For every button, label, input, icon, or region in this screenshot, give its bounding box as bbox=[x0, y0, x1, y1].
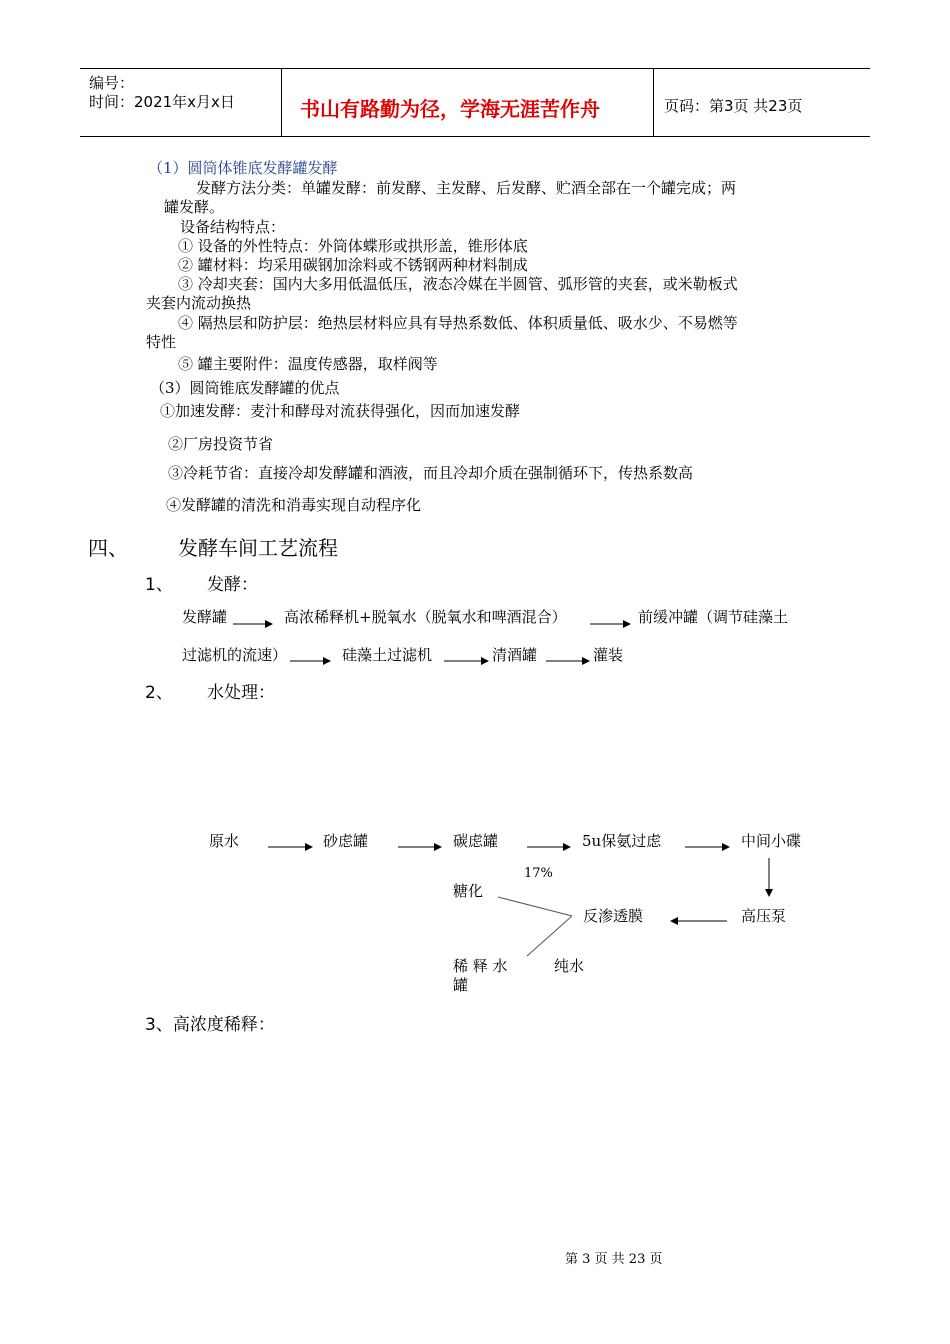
flow-kieselguhr-filter: 硅藻土过滤机 bbox=[342, 646, 433, 664]
water-raw: 原水 bbox=[209, 832, 240, 850]
section1-title: （1）圆筒体锥底发酵罐发酵 bbox=[148, 159, 338, 177]
section3-item-3: ③冷耗节省：直接冷却发酵罐和酒液，而且冷却介质在强制循环下，传热系数高 bbox=[168, 464, 694, 482]
branch-line-saccharification bbox=[498, 897, 572, 916]
part4-title: 发酵车间工艺流程 bbox=[178, 536, 338, 560]
section1-item-5: ⑤ 罐主要附件：温度传感器，取样阀等 bbox=[178, 355, 438, 373]
doc-number-label: 编号： bbox=[89, 74, 135, 92]
sub1-number: 1、 bbox=[145, 575, 173, 595]
section1-item-3-cont: 夹套内流动换热 bbox=[146, 294, 252, 312]
water-hp-pump: 高压泵 bbox=[741, 907, 787, 925]
water-dilution-tank: 稀 释 水 bbox=[453, 957, 508, 975]
flow-fermenter: 发酵罐 bbox=[182, 608, 228, 626]
water-dilution-tank-cont: 罐 bbox=[453, 976, 469, 994]
water-sand-filter: 砂虑罐 bbox=[323, 832, 369, 850]
water-5u-filter: 5u保氨过虑 bbox=[582, 832, 662, 850]
flow-bright-beer-tank: 清酒罐 bbox=[492, 646, 538, 664]
section1-item-4: ④ 隔热层和防护层：绝热层材料应具有导热系数低、体积质量低、吸水少、不易燃等 bbox=[178, 314, 738, 332]
section1-item-3: ③ 冷却夹套：国内大多用低温低压，液态冷媒在半圆管、弧形管的夹套，或米勒板式 bbox=[178, 275, 738, 293]
sub1-title: 发酵： bbox=[207, 575, 258, 595]
branch-line-dilution bbox=[527, 916, 572, 956]
header-motto: 书山有路勤为径，学海无涯苦作舟 bbox=[300, 97, 600, 121]
section1-structure-title: 设备结构特点： bbox=[180, 218, 286, 236]
water-percent-label: 17% bbox=[524, 866, 553, 881]
section3-item-1: ①加速发酵：麦汁和酵母对流获得强化，因而加速发酵 bbox=[160, 402, 521, 420]
water-saccharification: 糖化 bbox=[453, 882, 484, 900]
water-carbon-filter: 碳虑罐 bbox=[453, 832, 499, 850]
part4-number: 四、 bbox=[88, 536, 128, 560]
footer-page-number: 第 3 页 共 23 页 bbox=[565, 1252, 663, 1267]
doc-time-label: 时间：2021年x月x日 bbox=[89, 93, 235, 111]
section3-title: （3）圆筒锥底发酵罐的优点 bbox=[150, 379, 340, 397]
flow-filling: 灌装 bbox=[593, 646, 624, 664]
flow-diluter: 高浓稀释机+脱氧水（脱氧水和啤酒混合） bbox=[284, 608, 567, 626]
section3-item-4: ④发酵罐的清洗和消毒实现自动程序化 bbox=[166, 496, 422, 514]
section1-item-4-cont: 特性 bbox=[146, 333, 177, 351]
water-ro-membrane: 反渗透膜 bbox=[583, 907, 644, 925]
sub2-number: 2、 bbox=[145, 683, 173, 703]
section3-item-2: ②厂房投资节省 bbox=[168, 435, 274, 453]
flow-buffer-tank-cont: 过滤机的流速） bbox=[182, 646, 288, 664]
section1-item-2: ② 罐材料：均采用碳钢加涂料或不锈钢两种材料制成 bbox=[178, 256, 528, 274]
section1-item-1: ① 设备的外性特点：外筒体蝶形或拱形盖，锥形体底 bbox=[178, 237, 528, 255]
section1-method-line1: 发酵方法分类：单罐发酵：前发酵、主发酵、后发酵、贮酒全部在一个罐完成；两 bbox=[196, 179, 737, 197]
sub2-title: 水处理： bbox=[207, 683, 275, 703]
sub3-title: 3、高浓度稀释： bbox=[145, 1015, 275, 1035]
header-page-info: 页码：第3页 共23页 bbox=[664, 97, 803, 115]
section1-method-line2: 罐发酵。 bbox=[164, 198, 225, 216]
water-pure: 纯水 bbox=[554, 957, 585, 975]
flow-buffer-tank: 前缓冲罐（调节硅藻土 bbox=[638, 608, 789, 626]
water-mid-tank: 中间小碟 bbox=[741, 832, 802, 850]
